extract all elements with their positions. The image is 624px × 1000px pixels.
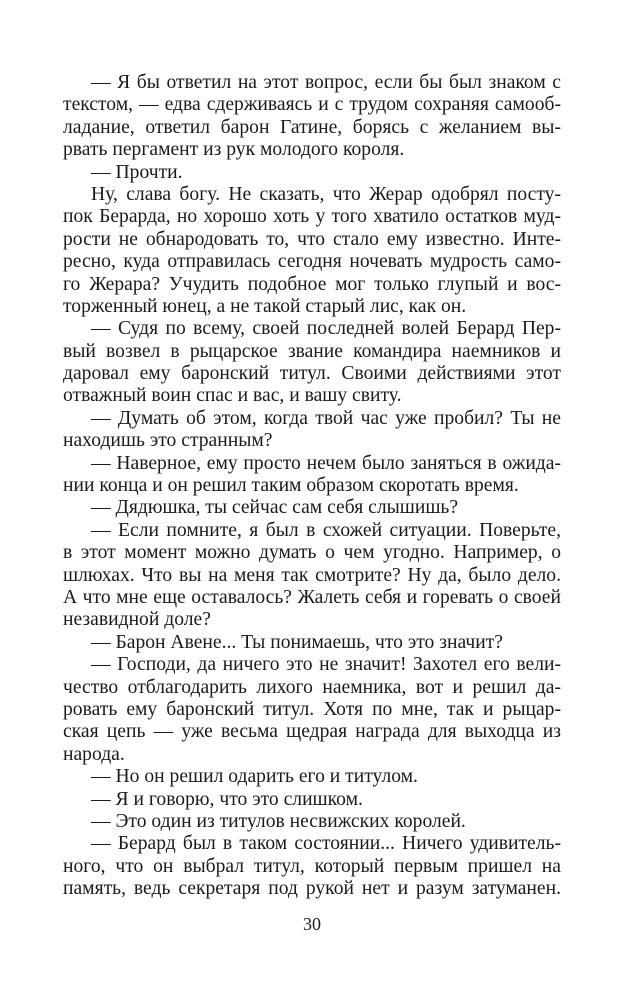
text-line: рости не обнародовать то, что стало ему известно. Инте- (63, 228, 561, 250)
text-line: шлюхах. Что вы на меня так смотрите? Ну да, было дело. (63, 564, 561, 586)
text-line: пок Берарда, но хорошо хоть у того хватило остатков муд- (63, 206, 561, 228)
text-line: го Жерара? Учудить подобное мог только глупый и вос- (63, 273, 561, 295)
text-line: текстом, — едва сдерживаясь и с трудом сохраняя самооб- (63, 94, 561, 116)
text-line: даровал ему баронский титул. Своими действиями этот (63, 363, 561, 385)
text-line: — Барон Авене... Ты понимаешь, что это значит? (91, 631, 503, 653)
text-line: — Судя по всему, своей последней волей Берард Пер- (91, 318, 561, 340)
text-line: незавидной доле? (63, 609, 211, 631)
page-number: 30 (303, 914, 321, 934)
text-line: — Я бы ответил на этот вопрос, если бы был знаком с (91, 72, 561, 93)
text-line: — Господи, да ничего это не значит! Захотел его вели- (91, 654, 561, 676)
text-line: — Берард был в таком состоянии... Ничего удивитель- (91, 833, 561, 855)
text-line: — Но он решил одарить его и титулом. (91, 766, 418, 788)
text-line: ного, что он выбрал титул, который первым пришел на (63, 855, 561, 877)
text-line: чество отблагодарить лихого наемника, вот и решил да- (63, 676, 561, 698)
text-line: вый возвел в рыцарское звание командира наемников и (63, 340, 561, 362)
text-line: Ну, слава богу. Не сказать, что Жерар одобрял посту- (91, 183, 561, 205)
text-line: — Наверное, ему просто нечем было заняться в ожида- (91, 452, 561, 474)
text-line: ресно, куда отправилась сегодня ночевать мудрость само- (63, 251, 561, 273)
text-line: в этот момент можно думать о чем угодно. Например, о (63, 542, 561, 564)
text-line: — Если помните, я был в схожей ситуации. Поверьте, (91, 519, 561, 541)
text-line: — Думать об этом, когда твой час уже пробил? Ты не (91, 407, 561, 429)
text-line: — Дядюшка, ты сейчас сам себя слышишь? (91, 497, 459, 519)
body-text (63, 72, 561, 900)
text-line: находишь это странным? (63, 430, 273, 452)
text-line: ровать ему баронский титул. Хотя по мне, так и рыцар- (63, 698, 561, 720)
text-line: отважный воин спас и вас, и вашу свиту. (63, 385, 402, 407)
text-line: народа. (63, 743, 125, 765)
text-line: А что мне еще оставалось? Жалеть себя и горевать о своей (63, 586, 561, 608)
text-line: — Это один из титулов несвижских королей. (91, 810, 466, 832)
text-line: рвать пергамент из рук молодого короля. (63, 139, 405, 161)
text-line: ладание, ответил барон Гатине, борясь с желанием вы- (63, 116, 561, 138)
text-line: нии конца и он решил таким образом скоротать время. (63, 475, 519, 497)
text-line: — Я и говорю, что это слишком. (91, 788, 363, 810)
text-line: ская цепь — уже весьма щедрая награда для выходца из (63, 721, 561, 743)
text-line: — Прочти. (91, 161, 183, 183)
text-line: память, ведь секретаря под рукой нет и разум затуманен. (63, 878, 561, 900)
text-line: торженный юнец, а не такой старый лис, как он. (63, 295, 467, 317)
